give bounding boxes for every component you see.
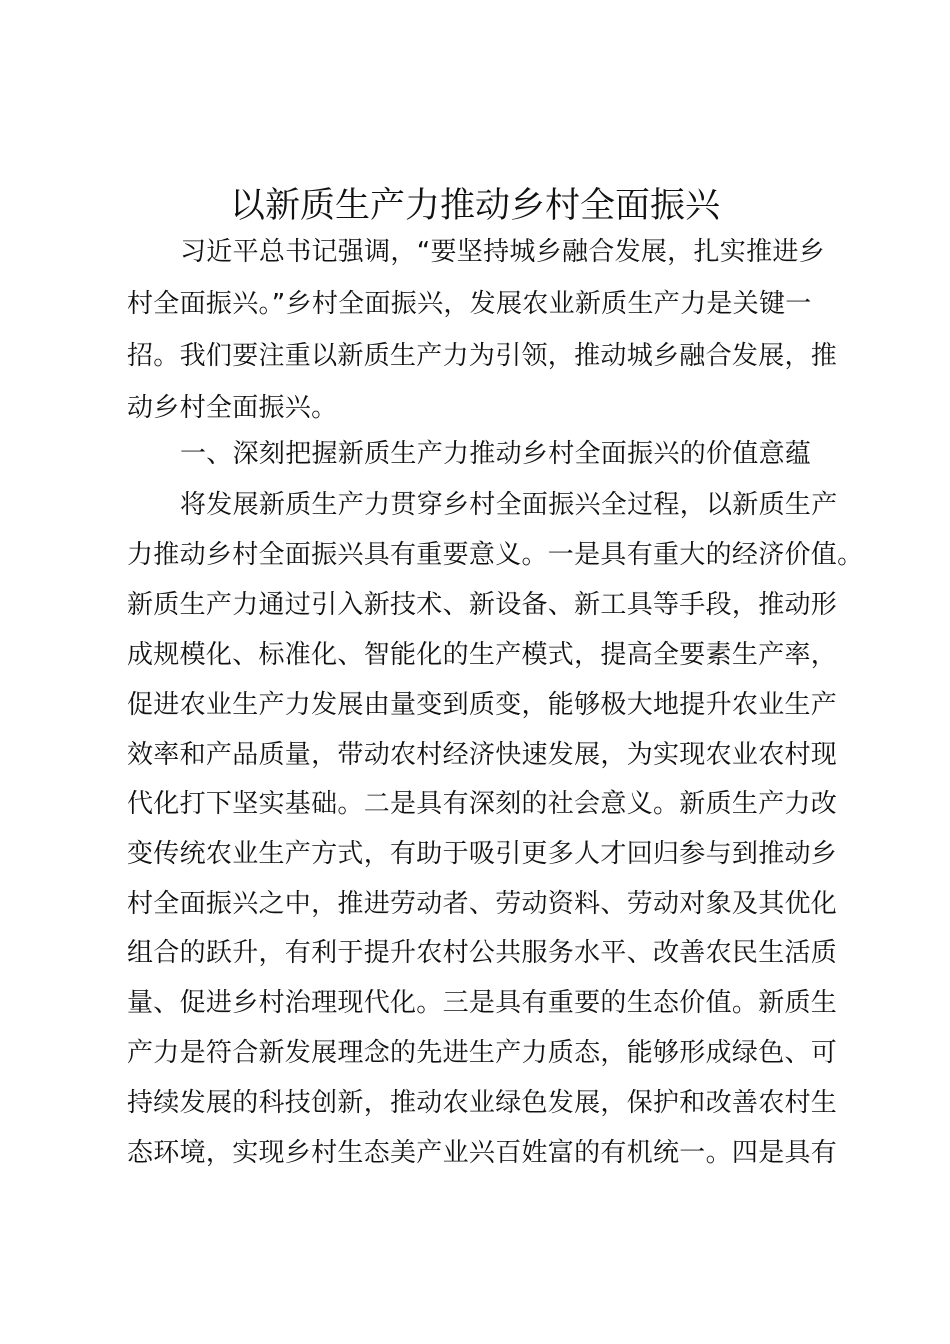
paragraph-line: 将发展新质生产力贯穿乡村全面振兴全过程，以新质生产 xyxy=(180,490,838,520)
paragraph-line: 变传统农业生产方式，有助于吸引更多人才回归参与到推动乡 xyxy=(127,839,838,869)
paragraph-line: 组合的跃升，有利于提升农村公共服务水平、改善农民生活质 xyxy=(127,938,838,968)
paragraph-line: 招。我们要注重以新质生产力为引领，推动城乡融合发展，推 xyxy=(127,341,838,371)
paragraph-line: 习近平总书记强调，“要坚持城乡融合发展，扎实推进乡 xyxy=(180,237,825,267)
paragraph-line: 态环境，实现乡村生态美产业兴百姓富的有机统一。四是具有 xyxy=(127,1138,838,1168)
paragraph-line: 促进农业生产力发展由量变到质变，能够极大地提升农业生产 xyxy=(127,690,838,720)
paragraph-line: 量、促进乡村治理现代化。三是具有重要的生态价值。新质生 xyxy=(127,988,838,1018)
section-heading: 一、深刻把握新质生产力推动乡村全面振兴的价值意蕴 xyxy=(180,439,812,469)
paragraph-line: 产力是符合新发展理念的先进生产力质态，能够形成绿色、可 xyxy=(127,1038,838,1068)
paragraph-line: 新质生产力通过引入新技术、新设备、新工具等手段，推动形 xyxy=(127,590,838,620)
paragraph-line: 效率和产品质量，带动农村经济快速发展，为实现农业农村现 xyxy=(127,740,838,770)
document-title: 以新质生产力推动乡村全面振兴 xyxy=(229,186,720,226)
paragraph-line: 成规模化、标准化、智能化的生产模式，提高全要素生产率， xyxy=(127,640,838,670)
paragraph-line: 代化打下坚实基础。二是具有深刻的社会意义。新质生产力改 xyxy=(127,789,838,819)
paragraph-line: 村全面振兴之中，推进劳动者、劳动资料、劳动对象及其优化 xyxy=(127,889,838,919)
paragraph-line: 动乡村全面振兴。 xyxy=(127,393,338,423)
paragraph-line: 持续发展的科技创新，推动农业绿色发展，保护和改善农村生 xyxy=(127,1088,838,1118)
paragraph-line: 村全面振兴。”乡村全面振兴，发展农业新质生产力是关键一 xyxy=(127,289,812,319)
paragraph-line: 力推动乡村全面振兴具有重要意义。一是具有重大的经济价值。 xyxy=(127,540,864,570)
